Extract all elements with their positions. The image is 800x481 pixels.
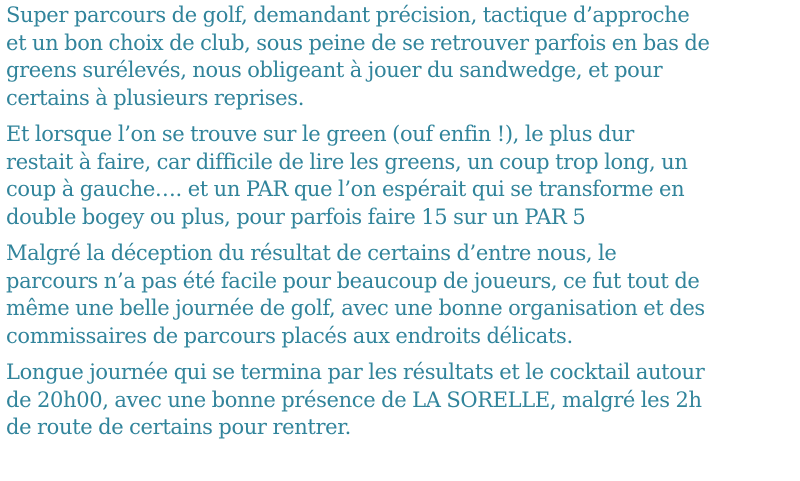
paragraph-closing: Longue journée qui se termina par les résultats et le cocktail autour de 20h00, avec une bonne présence de LA SORELLE, malgré les 2h de route de certains pour rentrer. <box>6 360 705 439</box>
paragraph-results-summary: Malgré la déception du résultat de certains d’entre nous, le parcours n’a pas été facile pour beaucoup de joueurs, ce fut tout de même une belle journée de golf, avec une bonne organisation et des commissaires de parcours placés aux endroits délicats. <box>6 241 705 348</box>
paragraph-green-difficulty: Et lorsque l’on se trouve sur le green (ouf enfin !), le plus dur restait à faire, car difficile de lire les greens, un coup trop long, un coup à gauche…. et un PAR que l’on espérait qui se transforme en double bogey ou plus, pour parfois faire 15 sur un PAR 5 <box>6 122 688 229</box>
paragraph-course-description: Super parcours de golf, demandant précision, tactique d’approche et un bon choix de club, sous peine de se retrouver parfois en bas de greens surélevés, nous obligeant à jouer du sandwedge, et pour certains à plusieurs reprises. <box>6 3 710 110</box>
